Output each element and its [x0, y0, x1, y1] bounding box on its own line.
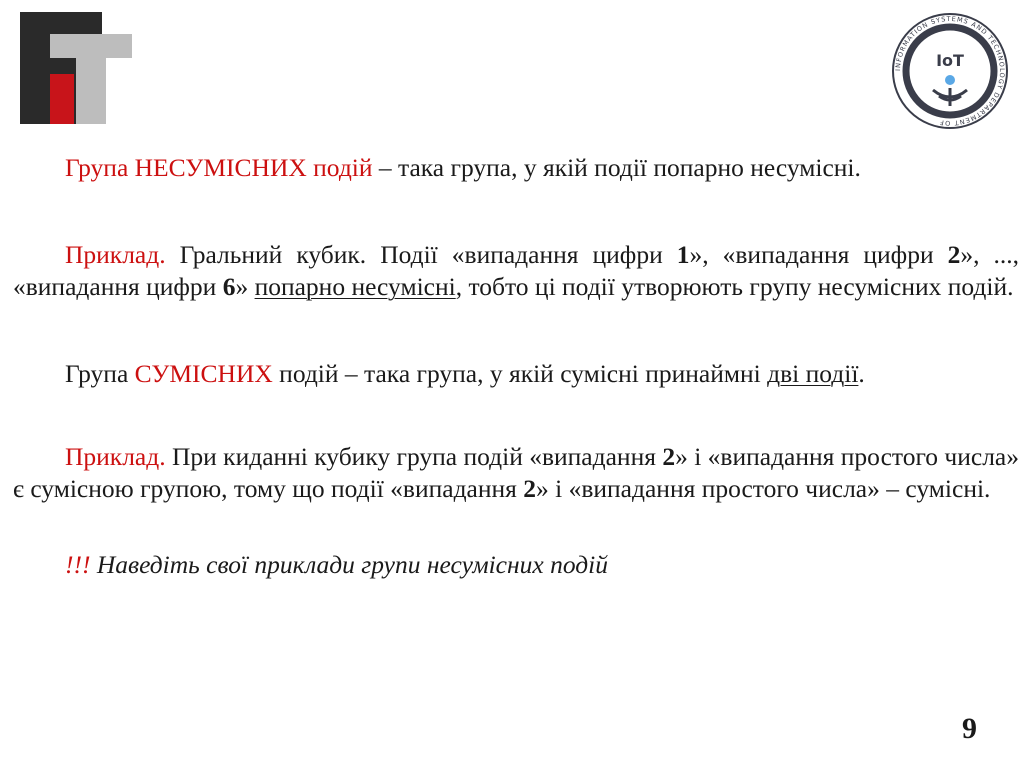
slide-content [13, 152, 1019, 581]
svg-text:INFORMATION SYSTEMS AND TECHNO [894, 15, 1006, 127]
example-incompatible: Приклад. Гральний кубик. Події «випадання цифри 1», «випадання цифри 2», ..., «випадання цифри 6» попарно несумісні, тобто ці події утворюють групу несумісних подій. [13, 240, 1019, 301]
underlined-phrase: попарно несумісні [254, 272, 456, 301]
iot-label: IoT [936, 51, 964, 70]
definition-incompatible: Група НЕСУМІСНИХ подій – така група, у якій події попарно несумісні. [65, 153, 861, 182]
ft-logo-icon [20, 12, 132, 124]
task-prompt: !!! Наведіть свої приклади групи несумісних подій [65, 550, 608, 579]
term-compatible: СУМІСНИХ [134, 359, 273, 388]
page-number: 9 [962, 712, 977, 745]
example-label: Приклад. [65, 442, 166, 471]
example-compatible: Приклад. При киданні кубику група подій «випадання 2» і «випадання простого числа» є сумісною групою, тому що події «випадання 2» і «випадання простого числа» – сумісні. [13, 442, 1019, 503]
underlined-phrase: дві події [767, 359, 859, 388]
iot-department-logo-icon [887, 8, 1013, 134]
example-label: Приклад. [65, 240, 166, 269]
definition-compatible: Група СУМІСНИХ подій – така група, у якій сумісні принаймні дві події. [65, 359, 865, 388]
term-incompatible: НЕСУМІСНИХ [134, 153, 307, 182]
iot-ring-text: INFORMATION SYSTEMS AND TECHNOLOGY DEPARTMENT OF [893, 14, 1007, 128]
task-marks: !!! [65, 550, 91, 579]
